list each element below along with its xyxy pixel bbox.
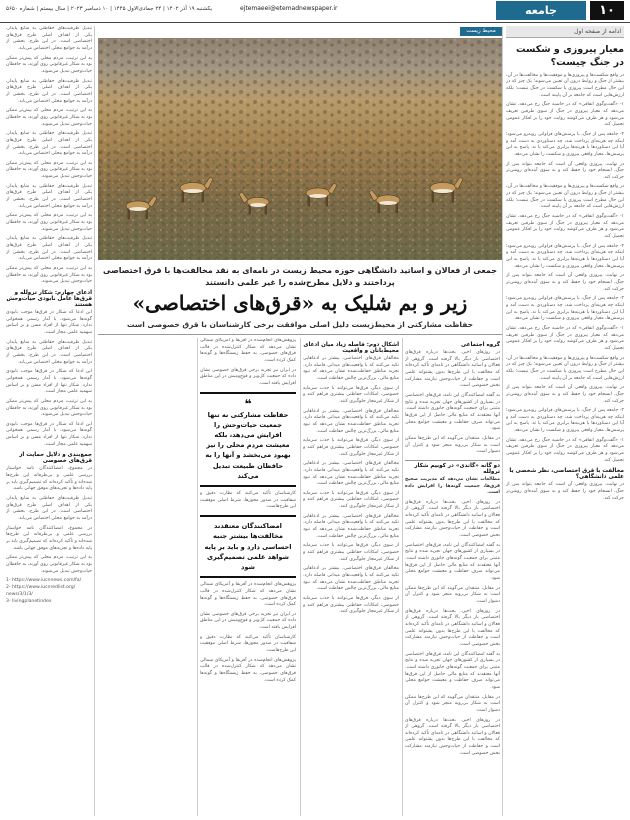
right-column-paragraph: ۲- جامعه پس از جنگ، با پرسش‌های فراوانی روبه‌رو می‌شود؛ اینکه چه هزینه‌ای پرداخت شد، چه دستاوردی به دست آمد و آیا این دستاوردها با هزینه‌ها برابری می‌کند یا نه. پاسخ به این پرسش‌ها، معیار واقعی پیروزی و شکست را نشان می‌دهد. (506, 243, 624, 269)
right-column-article (506, 26, 624, 816)
article-paragraph: این ادعا که شکار در قرق‌ها موجب نابودی گونه‌ها می‌شود، با آمار رسمی همخوانی ندارد. شکار تنها از افراد مسن و بر اساس سهمیه علمی مجاز است. (6, 309, 92, 335)
article-paragraph: پژوهش‌های انجام‌شده در آفریقا و آمریکای شمالی نشان می‌دهد که شکار کنترل‌شده در قالب قرق‌های خصوصی، به حفظ زیستگاه‌ها و گونه‌ها کمک کرده است. (200, 657, 296, 683)
article-paragraph: پژوهش‌های انجام‌شده در آفریقا و آمریکای شمالی نشان می‌دهد که شکار کنترل‌شده در قالب قرق‌های خصوصی، به حفظ زیستگاه‌ها و گونه‌ها کمک کرده است. (200, 582, 296, 608)
reference-link[interactable]: 3- livingplanetindex (6, 598, 52, 604)
article-subhead: جمع‌بندی و دلایل حمایت از قرق‌های خصوصی (19, 452, 92, 465)
article-column-3 (200, 338, 296, 816)
right-column-paragraph: ۱- «گفت‌وگوی اتفاقی» که در حاشیه جنگ رخ می‌دهد، نشان می‌دهد که معیار پیروزی در جنگ از سوی طرفین تعریف می‌شود و هر طرف می‌کوشد روایت خود را بر افکار عمومی تحمیل کند. (506, 325, 624, 351)
article-paragraph: از سوی دیگر، قرق‌ها می‌توانند با جذب سرمایه خصوصی، امکانات حفاظتی بیشتری فراهم کنند و از شکار غیرمجاز جلوگیری کنند. (303, 596, 399, 615)
right-column-paragraph: در واقع شکست‌ها و پیروزی‌ها و موفقیت‌ها و مخالفت‌ها در آن، بیشتر از جنگ و روابط درون آن تعیین می‌شوند؛ یک چیز که در این حال مطرح است پیروزی یا شکست در جنگ نیست؛ بلکه ارزش‌هایی است که جامعه بر آن پایبند است. (506, 355, 624, 381)
right-column-paragraph: ۱- «گفت‌وگوی اتفاقی» که در حاشیه جنگ رخ می‌دهد، نشان می‌دهد که معیار پیروزی در جنگ از سوی طرفین تعریف می‌شود و هر طرف می‌کوشد روایت خود را بر افکار عمومی تحمیل کند. (506, 437, 624, 463)
over-headline: جمعی از فعالان و اساتید دانشگاهی حوزه محیط زیست در نامه‌ای به نقد مخالفت‌ها با قرق اختصاصی پرداختند و دلایل مطرح‌شده را غیر علمی دانستند (102, 266, 498, 287)
article-paragraph: تبدیل ظرفیت‌های حفاظتی به منابع پایدار، یکی از اهداف اصلی طرح قرق‌های اختصاصی است. در این طرح، بخشی از درآمد به جوامع محلی اختصاص می‌یابد. (6, 26, 92, 51)
right-column-paragraph: ۱- «گفت‌وگوی اتفاقی» که در حاشیه جنگ رخ می‌دهد، نشان می‌دهد که معیار پیروزی در جنگ از سوی طرفین تعریف می‌شود و هر طرف می‌کوشد روایت خود را بر افکار عمومی تحمیل کند. (506, 102, 624, 128)
article-paragraph: در روزهای اخیر، بحث‌ها درباره قرق‌های اختصاصی بار دیگر بالا گرفته است. گروهی از فعالان و اساتید دانشگاهی در نامه‌ای تأکید کرده‌اند که مخالفت با این طرح‌ها بدون پشتوانه علمی است و حفاظت از حیات‌وحش نیازمند مشارکت بخش خصوصی است. (405, 499, 500, 539)
article-paragraph: مخالفان قرق‌های اختصاصی، بیشتر بر ادعاهایی تکیه می‌کنند که با واقعیت‌های میدانی فاصله دارد. تجربه مناطق حفاظت‌شده نشان می‌دهد که نبود منابع مالی، بزرگ‌ترین چالش حفاظت است. (303, 356, 399, 381)
article-paragraph: از سوی دیگر، قرق‌ها می‌توانند با جذب سرمایه خصوصی، امکانات حفاظتی بیشتری فراهم کنند و از شکار غیرمجاز جلوگیری کنند. (303, 438, 399, 457)
article-paragraph: این ادعا که شکار در قرق‌ها موجب نابودی گونه‌ها می‌شود، با آمار رسمی همخوانی ندارد. شکار تنها از افراد مسن و بر اساس سهمیه علمی مجاز است. (6, 421, 92, 447)
pull-quote-text: امضاکنندگان معتقدند مخالفت‌ها بیشتر جنبه احساسی دارد و باید بر پایه شواهد علمی تصمیم‌گیری شود (204, 522, 292, 571)
article-paragraph: به این ترتیب، مردم محلی که پیش‌تر ممکن بود به شکار غیرقانونی روی آورند، به حافظان حیات‌وحش تبدیل می‌شوند. (6, 398, 92, 418)
article-paragraph: در ایران نیز تجربه برخی قرق‌های خصوصی نشان داده که جمعیت کل‌وبز و قوچ‌ومیش در این مناطق افزایش یافته است. (200, 367, 296, 386)
article-paragraph: از سوی دیگر، قرق‌ها می‌توانند با جذب سرمایه خصوصی، امکانات حفاظتی بیشتری فراهم کنند و از شکار غیرمجاز جلوگیری کنند. (303, 543, 399, 562)
right-column-paragraph: ۱- «گفت‌وگوی اتفاقی» که در حاشیه جنگ رخ می‌دهد، نشان می‌دهد که معیار پیروزی در جنگ از سوی طرفین تعریف می‌شود و هر طرف می‌کوشد روایت خود را بر افکار عمومی تحمیل کند. (506, 214, 624, 240)
article-paragraph: کارشناسان تأکید می‌کنند که نظارت دقیق و شفافیت در صدور مجوزها، شرط اصلی موفقیت این طرح‌هاست. (200, 634, 296, 654)
article-paragraph: کارشناسان تأکید می‌کنند که نظارت دقیق و شفافیت در صدور مجوزها، شرط اصلی موفقیت این طرح‌هاست. (200, 491, 296, 510)
article-paragraph: به این ترتیب، مردم محلی که پیش‌تر ممکن بود به شکار غیرقانونی روی آورند، به حافظان حیات‌وحش تبدیل می‌شوند. (6, 266, 92, 285)
article-paragraph: به این ترتیب، مردم محلی که پیش‌تر ممکن بود به شکار غیرقانونی روی آورند، به حافظان حیات‌وحش تبدیل می‌شوند. (6, 160, 92, 180)
reference-link[interactable]: 1- https://www.iucnnews.com/fa/ (6, 578, 82, 584)
article-paragraph: به این ترتیب، مردم محلی که پیش‌تر ممکن بود به شکار غیرقانونی روی آورند، به حافظان حیات‌وحش تبدیل می‌شوند. (6, 555, 92, 574)
article-paragraph: در مجموع، امضاکنندگان نامه خواستار بررسی علمی و بی‌طرفانه این طرح‌ها شده‌اند و تأکید کرده‌اند که تصمیم‌گیری باید بر پایه داده‌ها و تجربه‌های موفق جهانی باشد. (6, 466, 92, 492)
article-paragraph: تبدیل ظرفیت‌های حفاظتی به منابع پایدار، یکی از اهداف اصلی طرح قرق‌های اختصاصی است. در این طرح، بخشی از درآمد به جوامع محلی اختصاص می‌یابد. (6, 131, 92, 157)
article-paragraph: تبدیل ظرفیت‌های حفاظتی به منابع پایدار، یکی از اهداف اصلی طرح قرق‌های اختصاصی است. در این طرح، بخشی از درآمد به جوامع محلی اختصاص می‌یابد. (6, 496, 92, 522)
article-paragraph: در روزهای اخیر، بحث‌ها درباره قرق‌های اختصاصی بار دیگر بالا گرفته است. گروهی از فعالان و اساتید دانشگاهی در نامه‌ای تأکید کرده‌اند که مخالفت با این طرح‌ها بدون پشتوانه علمی است و حفاظت از حیات‌وحش نیازمند مشارکت بخش خصوصی است. (405, 350, 500, 389)
article-paragraph: در مقابل، منتقدان می‌گویند که این طرح‌ها ممکن است به شکار بی‌رویه منجر شود و کنترل آن دشوار است. (405, 435, 500, 455)
right-column-paragraph: ۲- جامعه پس از جنگ، با پرسش‌های فراوانی روبه‌رو می‌شود؛ اینکه چه هزینه‌ای پرداخت شد، چه دستاوردی به دست آمد و آیا این دستاوردها با هزینه‌ها برابری می‌کند یا نه. پاسخ به این پرسش‌ها، معیار واقعی پیروزی و شکست را نشان می‌دهد. (506, 408, 624, 434)
article-paragraph: به این ترتیب، مردم محلی که پیش‌تر ممکن بود به شکار غیرقانونی روی آورند، به حافظان حیات‌وحش تبدیل می‌شوند. (6, 55, 92, 74)
article-paragraph: مخالفان قرق‌های اختصاصی، بیشتر بر ادعاهایی تکیه می‌کنند که با واقعیت‌های میدانی فاصله دارد. تجربه مناطق حفاظت‌شده نشان می‌دهد که نبود منابع مالی، بزرگ‌ترین چالش حفاظت است. (303, 461, 399, 487)
article-paragraph: تبدیل ظرفیت‌های حفاظتی به منابع پایدار، یکی از اهداف اصلی طرح قرق‌های اختصاصی است. در این طرح، بخشی از درآمد به جوامع محلی اختصاص می‌یابد. (6, 78, 92, 104)
headline-rule (98, 334, 502, 335)
article-paragraph: تبدیل ظرفیت‌های حفاظتی به منابع پایدار، یکی از اهداف اصلی طرح قرق‌های اختصاصی است. در این طرح، بخشی از درآمد به جوامع محلی اختصاص می‌یابد. (6, 339, 92, 365)
right-column-paragraph: در نهایت، پیروزی واقعی آن است که جامعه بتواند پس از جنگ، انسجام خود را حفظ کند و به سوی آینده‌ای روشن‌تر حرکت کند. (506, 273, 624, 292)
right-column-paragraph: در واقع شکست‌ها و پیروزی‌ها و موفقیت‌ها و مخالفت‌ها در آن، بیشتر از جنگ و روابط درون آن تعیین می‌شوند؛ یک چیز که در این حال مطرح است پیروزی یا شکست در جنگ نیست؛ بلکه ارزش‌هایی است که جامعه بر آن پایبند است. (506, 72, 624, 98)
section-label: جامعه (496, 1, 586, 20)
photo-illustration (98, 38, 502, 260)
main-headline: زیر و بم شلیک به «قرق‌های اختصاصی» (132, 291, 468, 315)
column-divider (300, 338, 301, 816)
article-column-2 (303, 338, 399, 816)
article-paragraph: در مقابل، منتقدان می‌گویند که این طرح‌ها ممکن است به شکار بی‌رویه منجر شود و کنترل آن دشوار است. (405, 585, 500, 604)
article-paragraph: در ایران نیز تجربه برخی قرق‌های خصوصی نشان داده که جمعیت کل‌وبز و قوچ‌ومیش در این مناطق افزایش یافته است. (200, 611, 296, 631)
issue-info: یکشنبه ۱۹ آذر ۱۴۰۲ | ۲۴ جمادی‌الاول ۱۴۴۵ | ۱۰ دسامبر ۲۰۲۳ | سال بیستم | شماره ۵۶۵۰ (6, 6, 213, 12)
right-column-title: معیار پیروزی و شکست در جنگ چیست؟ (515, 44, 624, 68)
article-paragraph: در مقابل، منتقدان می‌گویند که این طرح‌ها ممکن است به شکار بی‌رویه منجر شود و کنترل آن دشوار است. (405, 694, 500, 713)
right-column-paragraph: ۲- جامعه پس از جنگ، با پرسش‌های فراوانی روبه‌رو می‌شود؛ اینکه چه هزینه‌ای پرداخت شد، چه دستاوردی به دست آمد و آیا این دستاوردها با هزینه‌ها برابری می‌کند یا نه. پاسخ به این پرسش‌ها، معیار واقعی پیروزی و شکست را نشان می‌دهد. (506, 296, 624, 322)
section-email: ejtemaeei@etemadnewspaper.ir (240, 5, 338, 12)
box-title: دو گانه «گاندی» در کوبیم شکار ترولله (405, 460, 500, 475)
references-list (6, 578, 92, 606)
article-paragraph: به گفته امضاکنندگان این نامه، قرق‌های اختصاصی در بسیاری از کشورهای جهان تجربه شده و نتایج مثبتی برای جمعیت گونه‌های جانوری داشته است. آنها معتقدند که منابع مالی حاصل از این قرق‌ها می‌تواند صرف حفاظت و معیشت جوامع محلی شود. (405, 542, 500, 582)
right-column-paragraph: در نهایت، پیروزی واقعی آن است که جامعه بتواند پس از جنگ، انسجام خود را حفظ کند و به سوی آینده‌ای روشن‌تر حرکت کند. (506, 385, 624, 404)
right-column-paragraph: در واقع شکست‌ها و پیروزی‌ها و موفقیت‌ها و مخالفت‌ها در آن، بیشتر از جنگ و روابط درون آن تعیین می‌شوند؛ یک چیز که در این حال مطرح است پیروزی یا شکست در جنگ نیست؛ بلکه ارزش‌هایی است که جامعه بر آن پایبند است. (506, 184, 624, 210)
article-paragraph: به گفته امضاکنندگان این نامه، قرق‌های اختصاصی در بسیاری از کشورهای جهان تجربه شده و نتایج مثبتی برای جمعیت گونه‌های جانوری داشته است. آنها معتقدند که منابع مالی حاصل از این قرق‌ها می‌تواند صرف حفاظت و معیشت جوامع محلی شود. (405, 651, 500, 690)
article-paragraph: تبدیل ظرفیت‌های حفاظتی به منابع پایدار، یکی از اهداف اصلی طرح قرق‌های اختصاصی است. در این طرح، بخشی از درآمد به جوامع محلی اختصاص می‌یابد. (6, 236, 92, 262)
article-column-4 (6, 26, 92, 816)
right-column-paragraph: در نهایت، پیروزی واقعی آن است که جامعه بتواند پس از جنگ، انسجام خود را حفظ کند و به سوی آینده‌ای روشن‌تر حرکت کند. (506, 161, 624, 180)
column-divider (197, 338, 198, 816)
page-number: ۱۰ (590, 1, 624, 20)
right-column-paragraph: در نهایت، پیروزی واقعی آن است که جامعه بتواند پس از جنگ، انسجام خود را حفظ کند و به سوی آینده‌ای روشن‌تر حرکت کند. (506, 482, 624, 501)
sub-headline: حفاظت مشارکتی از محیط‌زیست دلیل اصلی موافقت برخی کارشناسان با قرق خصوصی است (126, 320, 474, 329)
gazelle-herd-photo (98, 38, 502, 260)
article-paragraph: در مجموع، امضاکنندگان نامه خواستار بررسی علمی و بی‌طرفانه این طرح‌ها شده‌اند و تأکید کرده‌اند که تصمیم‌گیری باید بر پایه داده‌ها و تجربه‌های موفق جهانی باشد. (6, 525, 92, 551)
continued-kicker: ادامه از صفحه اول (506, 26, 624, 38)
article-paragraph: در روزهای اخیر، بحث‌ها درباره قرق‌های اختصاصی بار دیگر بالا گرفته است. گروهی از فعالان و اساتید دانشگاهی در نامه‌ای تأکید کرده‌اند که مخالفت با این طرح‌ها بدون پشتوانه علمی است و حفاظت از حیات‌وحش نیازمند مشارکت بخش خصوصی است. (405, 717, 500, 756)
box-text: مطالعات نشان می‌دهد که مدیریت صحیح قرق‌ها، جمعیت گونه‌ها را افزایش داده است. (405, 476, 500, 496)
article-paragraph: مخالفان قرق‌های اختصاصی، بیشتر بر ادعاهایی تکیه می‌کنند که با واقعیت‌های میدانی فاصله دارد. تجربه مناطق حفاظت‌شده نشان می‌دهد که نبود منابع مالی، بزرگ‌ترین چالش حفاظت است. (303, 408, 399, 434)
column-divider (402, 338, 403, 816)
article-byline: گروه اجتماعی (460, 342, 500, 348)
article-column-1 (405, 338, 500, 816)
article-subhead: اشکال دوم: فاصله زیاد میان ادعای محیط‌بانان و واقعیت (303, 342, 399, 354)
right-column-bottom-subhead: مخالفت با قرق اختصاصی، نظر شخصی یا علمی دانشگاهی؟ (509, 468, 624, 481)
article-paragraph: تبدیل ظرفیت‌های حفاظتی به منابع پایدار، یکی از اهداف اصلی طرح قرق‌های اختصاصی است. در این طرح، بخشی از درآمد به جوامع محلی اختصاص می‌یابد. (6, 183, 92, 209)
environment-tag: محیط زیست (460, 27, 502, 36)
reference-link[interactable]: 2- https://www.iucnredlist.org/ (6, 585, 76, 591)
article-paragraph: پژوهش‌های انجام‌شده در آفریقا و آمریکای شمالی نشان می‌دهد که شکار کنترل‌شده در قالب قرق‌های خصوصی، به حفظ زیستگاه‌ها و گونه‌ها کمک کرده است. (200, 338, 296, 363)
article-paragraph: به این ترتیب، مردم محلی که پیش‌تر ممکن بود به شکار غیرقانونی روی آورند، به حافظان حیات‌وحش تبدیل می‌شوند. (6, 108, 92, 127)
article-paragraph: از سوی دیگر، قرق‌ها می‌توانند با جذب سرمایه خصوصی، امکانات حفاظتی بیشتری فراهم کنند و از شکار غیرمجاز جلوگیری کنند. (303, 385, 399, 404)
article-paragraph: مخالفان قرق‌های اختصاصی، بیشتر بر ادعاهایی تکیه می‌کنند که با واقعیت‌های میدانی فاصله دارد. تجربه مناطق حفاظت‌شده نشان می‌دهد که نبود منابع مالی، بزرگ‌ترین چالش حفاظت است. (303, 566, 399, 592)
article-paragraph: مخالفان قرق‌های اختصاصی، بیشتر بر ادعاهایی تکیه می‌کنند که با واقعیت‌های میدانی فاصله دارد. تجربه مناطق حفاظت‌شده نشان می‌دهد که نبود منابع مالی، بزرگ‌ترین چالش حفاظت است. (303, 513, 399, 539)
quote-mark-icon: ❝ (244, 396, 252, 411)
page-header (0, 0, 630, 23)
column-divider (502, 26, 503, 816)
pull-quote-text: حفاظت مشارکتی نه تنها جمعیت حیات‌وحش را افزایش می‌دهد، بلکه معیشت مردم محلی را نیز بهبود می‌بخشد و آنها را به حافظان طبیعت تبدیل می‌کند (205, 410, 291, 480)
article-subhead: ادعای چهارم: شکار ترولله و قرق‌ها عامل نابودی حیات‌وحش هستند (6, 289, 92, 308)
article-paragraph: در روزهای اخیر، بحث‌ها درباره قرق‌های اختصاصی بار دیگر بالا گرفته است. گروهی از فعالان و اساتید دانشگاهی در نامه‌ای تأکید کرده‌اند که مخالفت با این طرح‌ها بدون پشتوانه علمی است و حفاظت از حیات‌وحش نیازمند مشارکت بخش خصوصی است. (405, 608, 500, 647)
article-paragraph: به این ترتیب، مردم محلی که پیش‌تر ممکن بود به شکار غیرقانونی روی آورند، به حافظان حیات‌وحش تبدیل می‌شوند. (6, 213, 92, 232)
pull-quote (200, 392, 296, 488)
reference-link[interactable]: news/3/1/3/ (6, 592, 33, 598)
right-column-paragraph: ۲- جامعه پس از جنگ، با پرسش‌های فراوانی روبه‌رو می‌شود؛ اینکه چه هزینه‌ای پرداخت شد، چه دستاوردی به دست آمد و آیا این دستاوردها با هزینه‌ها برابری می‌کند یا نه. پاسخ به این پرسش‌ها، معیار واقعی پیروزی و شکست را نشان می‌دهد. (506, 131, 624, 157)
article-paragraph: این ادعا که شکار در قرق‌ها موجب نابودی گونه‌ها می‌شود، با آمار رسمی همخوانی ندارد. شکار تنها از افراد مسن و بر اساس سهمیه علمی مجاز است. (6, 369, 92, 395)
article-paragraph: به گفته امضاکنندگان این نامه، قرق‌های اختصاصی در بسیاری از کشورهای جهان تجربه شده و نتایج مثبتی برای جمعیت گونه‌های جانوری داشته است. آنها معتقدند که منابع مالی حاصل از این قرق‌ها می‌تواند صرف حفاظت و معیشت جوامع محلی شود. (405, 392, 500, 432)
column-divider (94, 26, 95, 816)
pull-quote (200, 515, 296, 578)
article-paragraph: از سوی دیگر، قرق‌ها می‌توانند با جذب سرمایه خصوصی، امکانات حفاظتی بیشتری فراهم کنند و از شکار غیرمجاز جلوگیری کنند. (303, 490, 399, 510)
